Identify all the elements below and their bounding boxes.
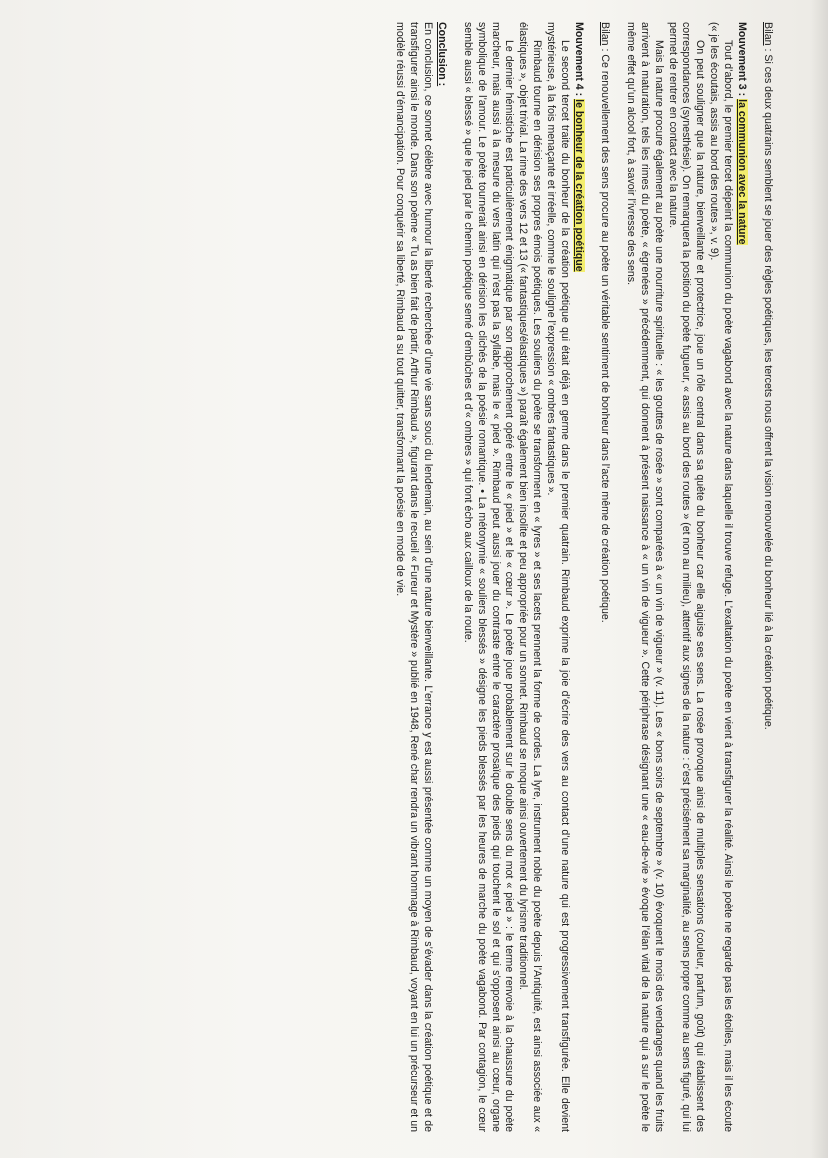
rotated-page-content bbox=[0, 22, 808, 1142]
mouvement-4-paragraph-2: Rimbaud tourne en dérision ses propres émois poétiques. Les souliers du poète se transforment en « lyres » et ses lacets prennent la forme de cordes. La lyre, instrument noble du poète depuis l’Antiquité, est ainsi associée aux « élastiques », objet trivial. La rime des vers 12 et 13 (« fantastiques/élastiques ») paraît également bien insolite et peu appropriée pour un sonnet. Rimbaud se moque ainsi ouvertement du lyrisme traditionnel. bbox=[517, 22, 544, 1132]
bilan-2 bbox=[597, 22, 611, 1132]
mouvement-4-label: Mouvement 4 : bbox=[573, 22, 586, 100]
conclusion-heading: Conclusion : bbox=[435, 22, 448, 87]
mouvement-3-paragraph-3: Mais la nature procure également au poète une nourriture spirituelle : « les gouttes de rosée » sont comparées à « un vin de vigueur » (v. 11). Les « bons soirs de septembre » (v. 10) évoquent le mois des vendanges quand les fruits arrivent à maturation, tels les rimes du poète, « égrenées » précédemment, qui donnent à présent naissance à « un vin de vigueur ». Cette périphrase désignant une « eau-de-vie » évoque l’élan vital de la nature qui a sur le poète le même effet qu’un alcool fort, à savoir l’ivresse des sens. bbox=[624, 22, 665, 1132]
mouvement-3-paragraph-1: Tout d’abord, le premier tercet dépeint la communion du poète vagabond avec la nature dans laquelle il trouve refuge. L’exaltation du poète en vient à transfigurer la réalité. Ainsi le poète ne regarde pas les étoiles, mais il les écoute (« je les écoutais, assis au bord des routes », v. 9). bbox=[708, 22, 735, 1132]
mouvement-3-title: la communion avec la nature bbox=[736, 99, 749, 245]
page-edge-shadow bbox=[810, 0, 828, 1158]
mouvement-4-paragraph-1: Le second tercet traite du bonheur de la création poétique qui était déjà en germe dans le premier quatrain. Rimbaud exprime la joie d’écrire des vers au contact d’une nature qui est progressivement transfigurée. Elle devient mystérieuse, à la fois menaçante et irréelle, comme le souligne l’expression « ombres fantastiques ». bbox=[545, 22, 572, 1132]
bilan-1 bbox=[760, 22, 774, 1132]
mouvement-3-paragraph-2: On peut souligner que la nature, bienveillante et protectrice, joue un rôle central dans sa quête du bonheur car elle aiguise ses sens. La rosée provoque ainsi de multiples sensations (couleur, parfum, goût) qui établissent des correspondances (synesthésie). On remarquera la position du poète fugueur, « assis au bord des routes » (et non au milieu), attentif aux signes de la nature : c’est précisément sa marginalité, au sens propre comme au sens figuré, qui lui permet de rentrer en contact avec la nature. bbox=[666, 22, 707, 1132]
mouvement-4-heading bbox=[571, 22, 585, 1132]
bilan-2-text: : Ce renouvellement des sens procure au poète un véritable sentiment de bonheur dans l’acte même de création poétique. bbox=[598, 45, 611, 623]
conclusion-paragraph: En conclusion, ce sonnet célèbre avec humour la liberté recherchée d’une vie sans souci du lendemain, au sein d’une nature bienveillante. L’errance y est aussi présentée comme un moyen de s’évader dans la création poétique et de transfigurer ainsi le monde. Dans son poème « Tu as bien fait de partir, Arthur Rimbaud », figurant dans le recueil « Fureur et Mystère » publié en 1948, René char rendra un vibrant hommage à Rimbaud, voyant en lui un précurseur et un modèle réussi d’émancipation. Pour conquérir sa liberté, Rimbaud a su tout quitter, transformant la poésie en mode de vie. bbox=[394, 22, 434, 1132]
mouvement-4-title: le bonheur de la création poétique bbox=[573, 99, 586, 272]
mouvement-3-label: Mouvement 3 : bbox=[736, 22, 749, 100]
bilan-1-label: Bilan bbox=[762, 22, 774, 46]
bilan-1-text: : Si ces deux quatrains semblent se jouer des règles poétiques, les tercets nous offrent la vision renouvelée du bonheur lié à la création poétique. bbox=[762, 45, 774, 730]
mouvement-3-heading bbox=[734, 22, 748, 1132]
mouvement-4-paragraph-3: Le dernier hémistiche est particulièrement énigmatique par son rapprochement opéré entre le « pied » et le « cœur ». Le poète joue probablement sur le double sens du mot « pied » : le terme renvoie à la chaussure du poète marcheur, mais aussi à la mesure du vers latin qui n’est pas la syllabe, mais le « pied ». Rimbaud peut aussi jouer du contraste entre le caractère prosaïque des pieds qui touchent le sol et qui s’opposent ainsi au cœur, organe symbolique de l’amour. Le poète tournerait ainsi en dérision les clichés de la poésie romantique. • La métonymie « souliers blessés » désigne les pieds blessés par les heures de marche du poète vagabond. Par contagion, le cœur semble aussi « blessé » que le pied par le chemin poétique semé d’embûches et d’« ombres » qui font écho aux cailloux de la route. bbox=[461, 22, 516, 1132]
bilan-2-label: Bilan bbox=[598, 22, 611, 46]
